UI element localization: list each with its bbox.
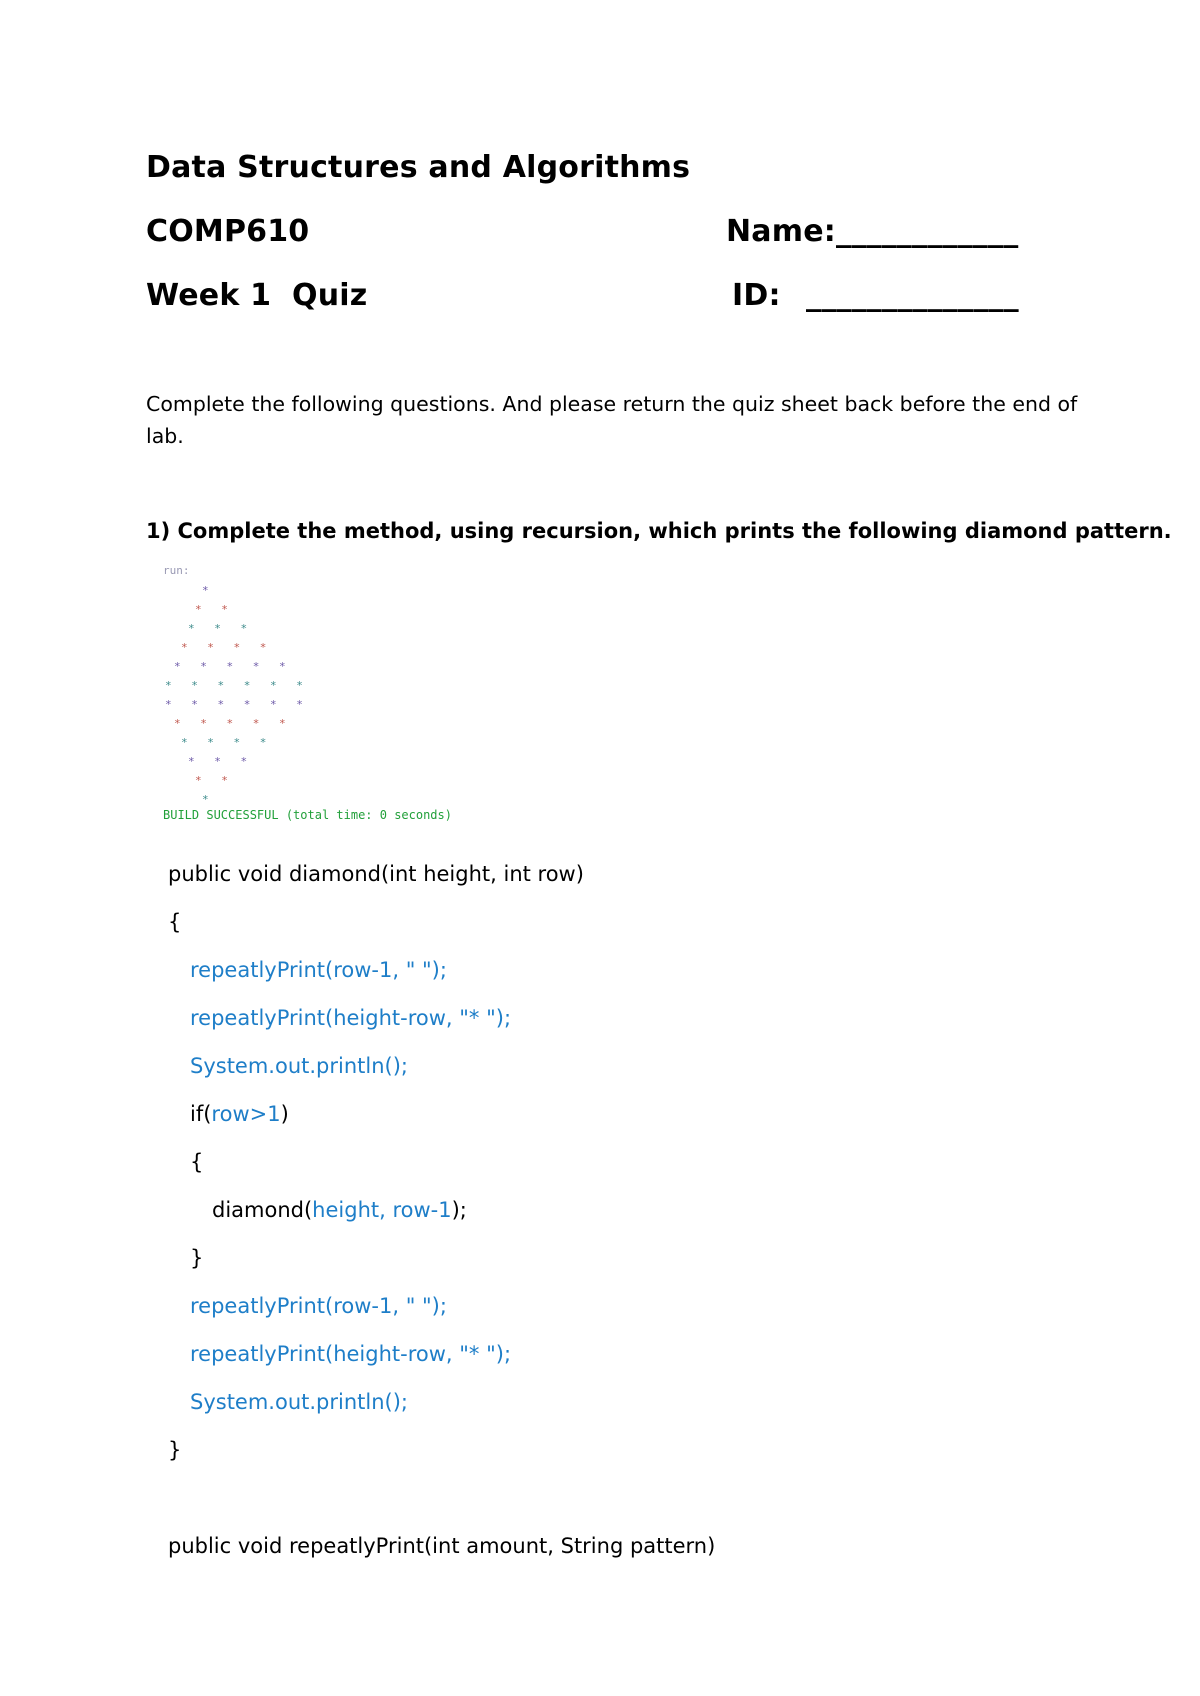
code-inner-open-brace: {: [190, 1150, 204, 1174]
code-recursive-call: [212, 1198, 467, 1222]
method-signature-diamond: public void diamond(int height, int row): [168, 862, 584, 886]
method-signature-repeatlyprint: public void repeatlyPrint(int amount, String pattern): [168, 1534, 716, 1558]
name-label: Name:: [726, 214, 836, 249]
build-success-message: BUILD SUCCESSFUL (total time: 0 seconds): [163, 808, 452, 822]
if-close: ): [280, 1102, 289, 1126]
console-row: *: [202, 793, 216, 806]
question-1-text: 1) Complete the method, using recursion, which prints the following diamond pattern.: [146, 519, 1172, 543]
console-row: * * * *: [181, 736, 273, 749]
console-row: * * * * * *: [165, 679, 310, 692]
console-row: * * *: [188, 622, 254, 635]
code-line: repeatlyPrint(height-row, "* ");: [190, 1006, 512, 1030]
console-row: * * * *: [181, 641, 273, 654]
id-label: ID:: [732, 278, 781, 313]
console-row: * * * * *: [174, 660, 293, 673]
code-line: repeatlyPrint(row-1, " ");: [190, 958, 447, 982]
console-row: *: [202, 584, 216, 597]
code-inner-close-brace: }: [190, 1246, 204, 1270]
code-open-brace: {: [168, 910, 182, 934]
console-row: * * * * * *: [165, 698, 310, 711]
quiz-label: Quiz: [292, 278, 368, 313]
code-line: repeatlyPrint(row-1, " ");: [190, 1294, 447, 1318]
console-row: * * * * *: [174, 717, 293, 730]
course-code: COMP610: [146, 214, 310, 249]
code-line: repeatlyPrint(height-row, "* ");: [190, 1342, 512, 1366]
document-title: Data Structures and Algorithms: [146, 150, 691, 185]
console-row: * *: [195, 774, 235, 787]
call-args: height, row-1: [312, 1198, 452, 1222]
week-label: Week 1: [146, 278, 272, 313]
code-line: System.out.println();: [190, 1054, 408, 1078]
console-run-label: run:: [163, 564, 190, 577]
console-row: * * *: [188, 755, 254, 768]
code-line: System.out.println();: [190, 1390, 408, 1414]
instructions-line-1: Complete the following questions. And please return the quiz sheet back before the end of: [146, 392, 1078, 416]
console-output: [160, 564, 520, 826]
console-row: * *: [195, 603, 235, 616]
code-if-statement: [190, 1102, 289, 1126]
code-close-brace: }: [168, 1438, 182, 1462]
instructions-line-2: lab.: [146, 424, 184, 448]
call-name: diamond(: [212, 1198, 313, 1222]
call-close: );: [451, 1198, 467, 1222]
if-keyword: if(: [190, 1102, 212, 1126]
id-blank[interactable]: ______________: [806, 278, 1019, 313]
if-condition: row>1: [211, 1102, 281, 1126]
name-blank[interactable]: ____________: [836, 214, 1019, 249]
